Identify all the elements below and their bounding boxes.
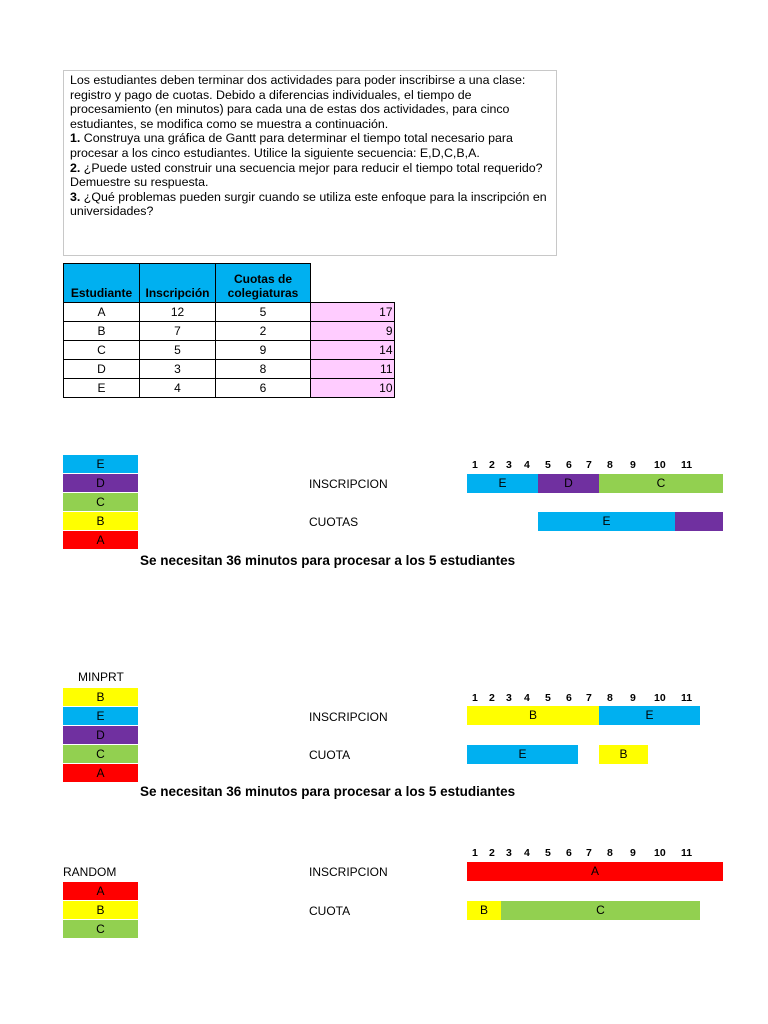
- axis-tick: 2: [489, 692, 495, 704]
- gantt-bar-c: C: [501, 901, 700, 920]
- axis-tick: 4: [524, 459, 530, 471]
- problem-statement: [63, 70, 557, 256]
- cell-cuotas: 9: [216, 341, 311, 360]
- sequence-item-c: C: [63, 493, 138, 511]
- cell-total: 10: [311, 379, 395, 398]
- cell-inscripcion: 4: [140, 379, 216, 398]
- processing-times-table: [63, 263, 395, 398]
- axis-tick: 6: [566, 692, 572, 704]
- question-1-text: Construya una gráfica de Gantt para determinar el tiempo total necesario para procesar a los cinco estudiantes. Utilice la siguiente secuencia: E,D,C,B,A.: [70, 131, 513, 160]
- cell-total: 17: [311, 303, 395, 322]
- cell-student: E: [64, 379, 140, 398]
- gantt-bar-e: E: [467, 745, 578, 764]
- axis-tick: 7: [586, 459, 592, 471]
- sequence-item-d: D: [63, 474, 138, 492]
- summary-text-1: Se necesitan 36 minutos para procesar a los 5 estudiantes: [140, 553, 516, 568]
- sequence-item-b: B: [63, 688, 138, 706]
- table-header-row: [64, 264, 395, 303]
- problem-intro: Los estudiantes deben terminar dos actividades para poder inscribirse a una clase: registro y pago de cuotas. Debido a diferencias individuales, el tiempo de procesamiento (en minutos) para cada una de estas dos actividades, para cinco estudiantes, se modifica como se muestra a continuación.: [70, 73, 526, 131]
- axis-tick: 2: [489, 459, 495, 471]
- axis-tick: 5: [545, 847, 551, 859]
- axis-tick: 1: [472, 847, 478, 859]
- gantt-bar-a: A: [467, 862, 723, 881]
- header-cuotas: Cuotas de colegiaturas: [216, 264, 311, 303]
- sequence-item-b: B: [63, 901, 138, 919]
- question-2-number: 2.: [70, 160, 81, 175]
- gantt-axis-2: [0, 692, 768, 706]
- table-row: [64, 303, 395, 322]
- cell-total: 11: [311, 360, 395, 379]
- cell-inscripcion: 3: [140, 360, 216, 379]
- axis-tick: 11: [681, 459, 693, 471]
- axis-tick: 8: [607, 459, 613, 471]
- axis-tick: 6: [566, 847, 572, 859]
- summary-text-2: Se necesitan 36 minutos para procesar a los 5 estudiantes: [140, 784, 516, 799]
- table-row: [64, 379, 395, 398]
- axis-tick: 5: [545, 459, 551, 471]
- axis-tick: 4: [524, 692, 530, 704]
- cell-total: 14: [311, 341, 395, 360]
- gantt-bar-e: E: [467, 474, 538, 493]
- cell-total: 9: [311, 322, 395, 341]
- axis-tick: 5: [545, 692, 551, 704]
- gantt-axis-1: [0, 459, 768, 473]
- axis-tick: 10: [654, 847, 666, 859]
- cell-inscripcion: 7: [140, 322, 216, 341]
- cell-cuotas: 5: [216, 303, 311, 322]
- row-label-inscripcion: INSCRIPCION: [309, 477, 388, 491]
- header-estudiante: Estudiante: [64, 264, 140, 303]
- cell-inscripcion: 12: [140, 303, 216, 322]
- question-3-text: ¿Qué problemas pueden surgir cuando se utiliza este enfoque para la inscripción en universidades?: [70, 189, 547, 219]
- axis-tick: 6: [566, 459, 572, 471]
- axis-tick: 7: [586, 692, 592, 704]
- sequence-item-e: E: [63, 455, 138, 473]
- cell-student: C: [64, 341, 140, 360]
- row-label-cuota: CUOTA: [309, 904, 351, 918]
- axis-tick: 3: [506, 692, 512, 704]
- axis-tick: 11: [681, 692, 693, 704]
- table-row: [64, 341, 395, 360]
- cell-student: D: [64, 360, 140, 379]
- table-row: [64, 322, 395, 341]
- question-3-number: 3.: [70, 189, 81, 204]
- row-label-inscripcion: INSCRIPCION: [309, 865, 388, 879]
- sequence-item-e: E: [63, 707, 138, 725]
- cell-cuotas: 6: [216, 379, 311, 398]
- axis-tick: 9: [630, 692, 636, 704]
- header-total-blank: [311, 264, 395, 303]
- axis-tick: 1: [472, 459, 478, 471]
- row-label-inscripcion: INSCRIPCION: [309, 710, 388, 724]
- axis-tick: 10: [654, 459, 666, 471]
- sequence-item-c: C: [63, 920, 138, 938]
- sequence-item-d: D: [63, 726, 138, 744]
- gantt-bar-b: B: [599, 745, 648, 764]
- sequence-item-c: C: [63, 745, 138, 763]
- gantt-bar-d: D: [538, 474, 599, 493]
- question-1-number: 1.: [70, 131, 81, 146]
- sequence-item-b: B: [63, 512, 138, 530]
- axis-tick: 2: [489, 847, 495, 859]
- cell-inscripcion: 5: [140, 341, 216, 360]
- axis-tick: 10: [654, 692, 666, 704]
- row-label-cuotas: CUOTAS: [309, 515, 359, 529]
- gantt-bar-b: B: [467, 706, 599, 725]
- axis-tick: 9: [630, 847, 636, 859]
- gantt-axis-3: [0, 847, 768, 861]
- gantt-bar-b: B: [467, 901, 501, 920]
- sequence-item-a: A: [63, 531, 138, 549]
- cell-student: A: [64, 303, 140, 322]
- question-2-text: ¿Puede usted construir una secuencia mejor para reducir el tiempo total requerido? Demuestre su respuesta.: [70, 160, 543, 190]
- sequence-item-a: A: [63, 882, 138, 900]
- section-title-random: RANDOM: [63, 865, 117, 879]
- axis-tick: 4: [524, 847, 530, 859]
- axis-tick: 7: [586, 847, 592, 859]
- table-row: [64, 360, 395, 379]
- gantt-bar-d: [675, 512, 723, 531]
- axis-tick: 3: [506, 459, 512, 471]
- header-inscripcion: Inscripción: [140, 264, 216, 303]
- cell-cuotas: 2: [216, 322, 311, 341]
- axis-tick: 8: [607, 692, 613, 704]
- axis-tick: 9: [630, 459, 636, 471]
- cell-student: B: [64, 322, 140, 341]
- cell-cuotas: 8: [216, 360, 311, 379]
- axis-tick: 1: [472, 692, 478, 704]
- gantt-bar-e: E: [538, 512, 675, 531]
- sequence-item-a: A: [63, 764, 138, 782]
- row-label-cuota: CUOTA: [309, 748, 351, 762]
- gantt-bar-e: E: [599, 706, 700, 725]
- axis-tick: 3: [506, 847, 512, 859]
- axis-tick: 11: [681, 847, 693, 859]
- section-title-minprt: MINPRT: [78, 670, 124, 684]
- gantt-bar-c: C: [599, 474, 723, 493]
- axis-tick: 8: [607, 847, 613, 859]
